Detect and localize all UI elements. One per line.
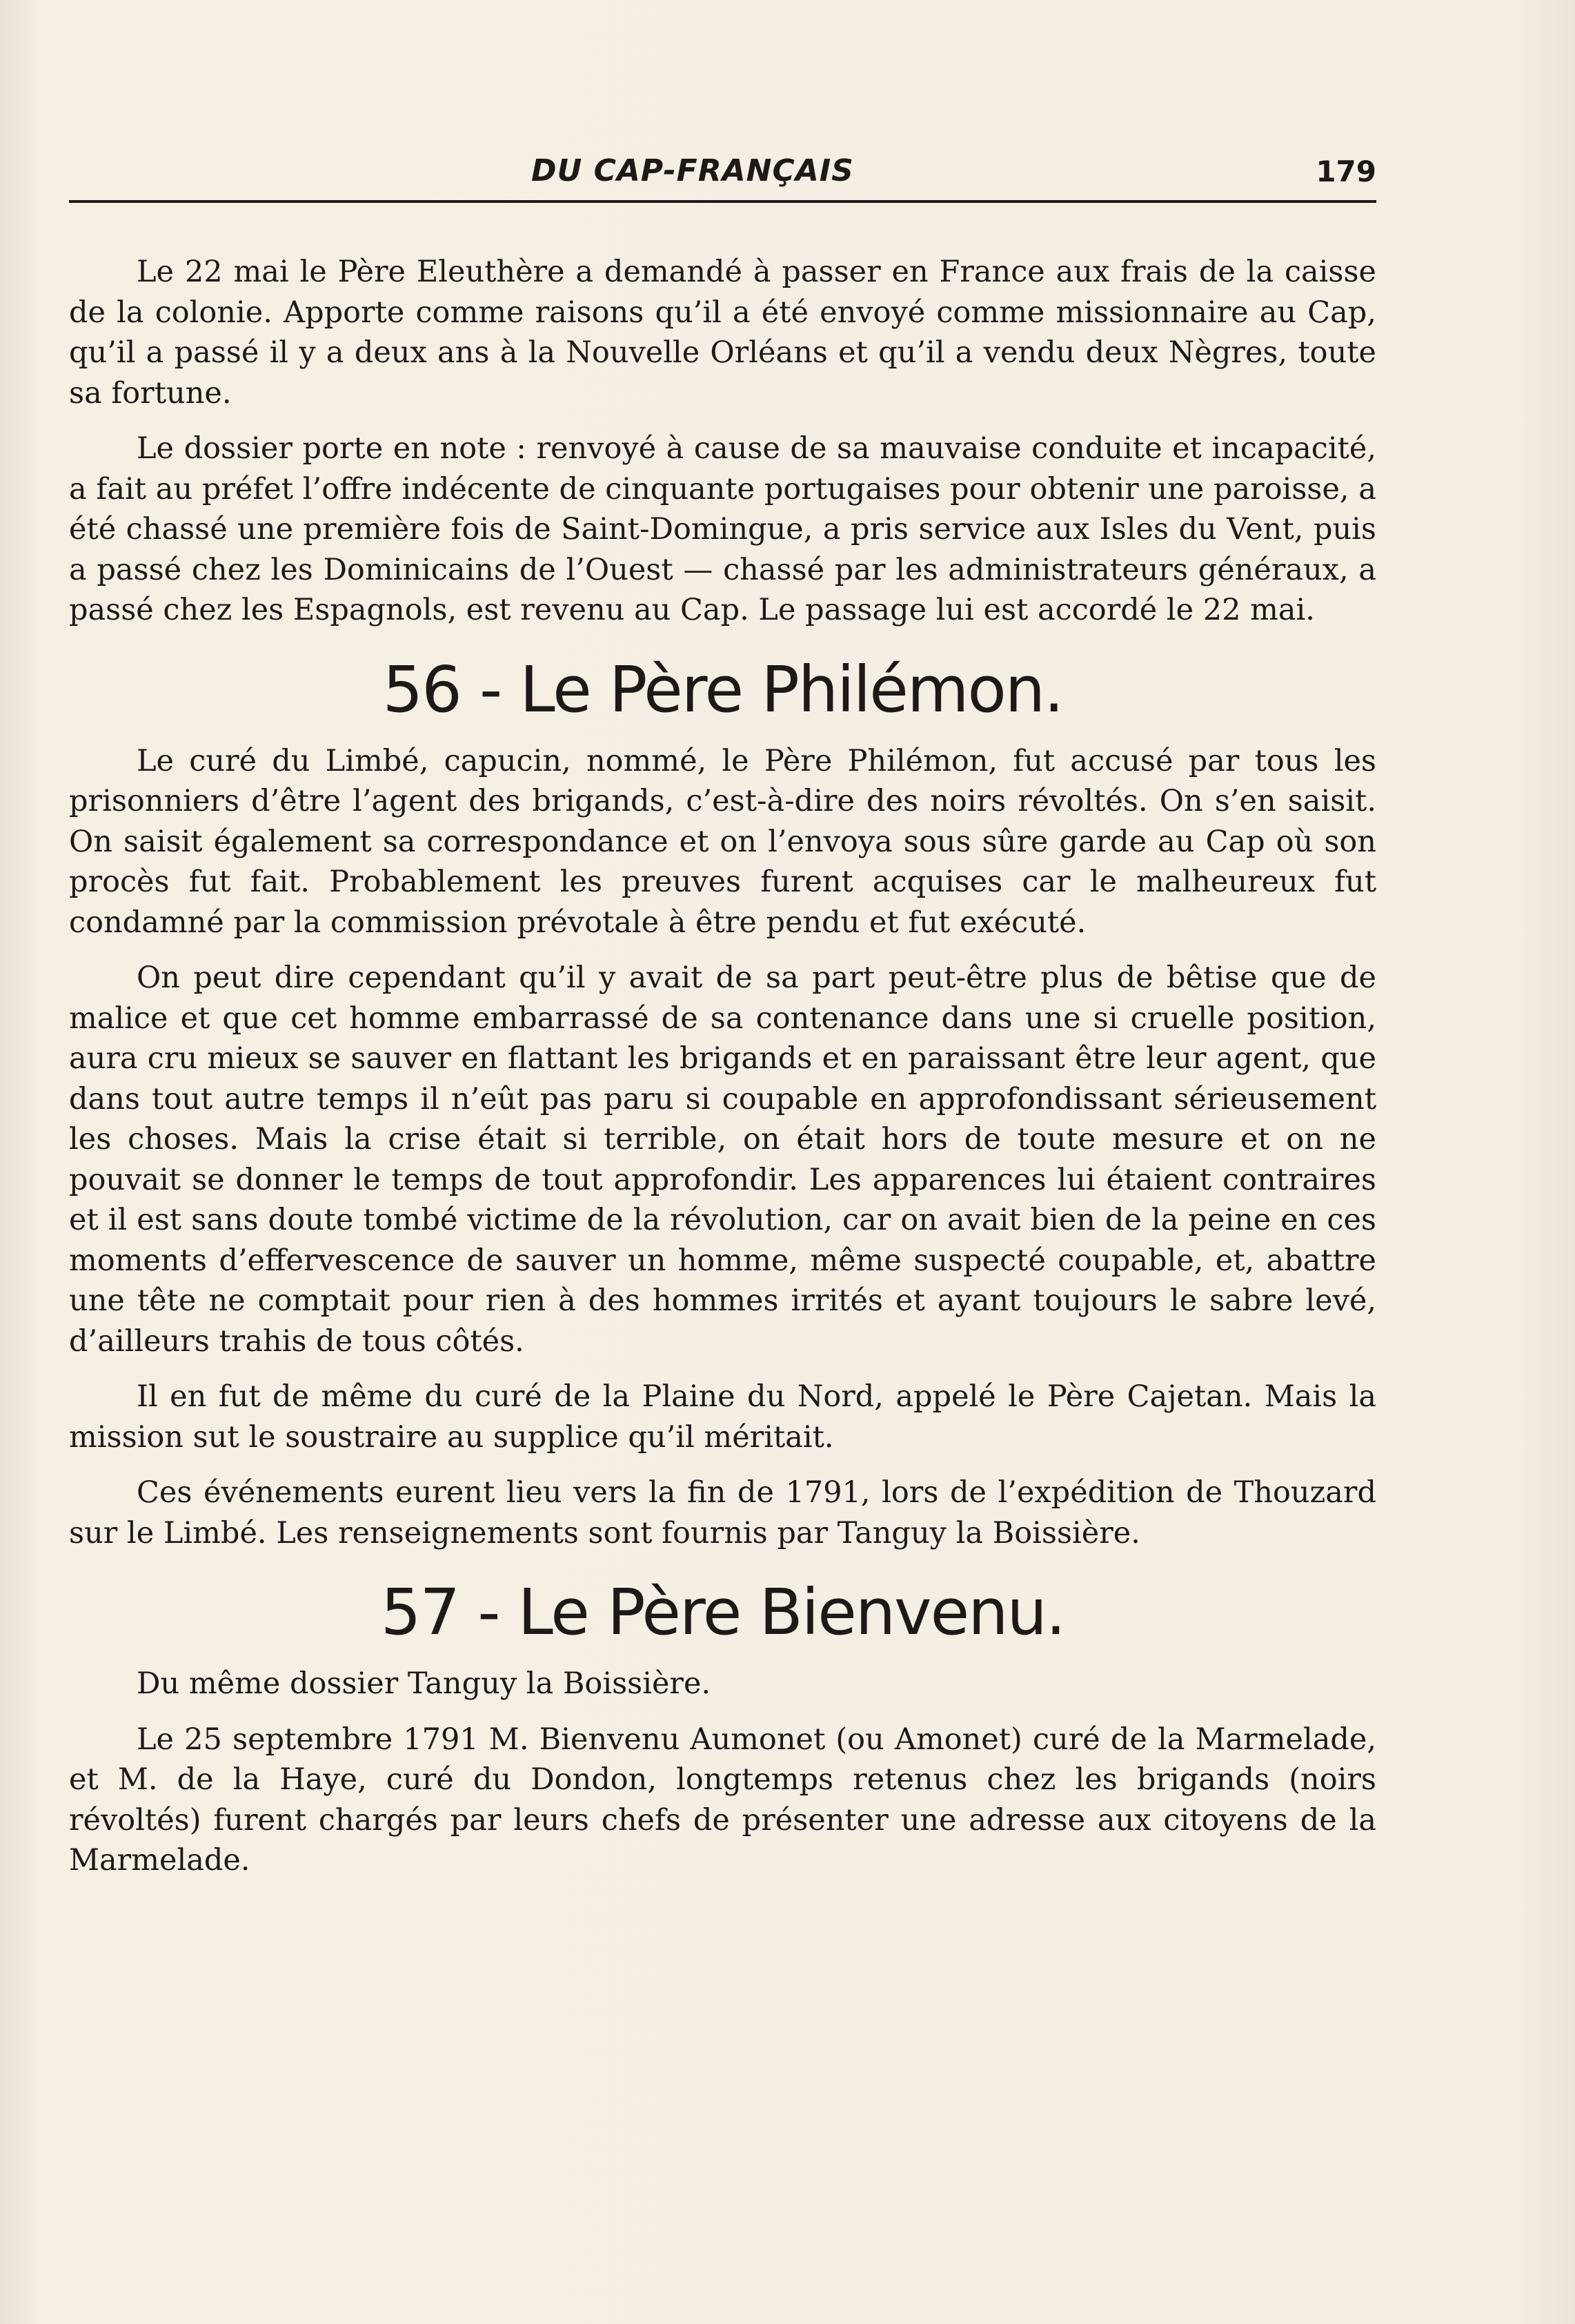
page-header	[69, 138, 1376, 203]
paragraph-philemon-accused: Le curé du Limbé, capucin, nommé, le Père Philémon, fut accusé par tous les prisonniers d’être l’agent des brigands, c’est-à-dire des noirs révoltés. On s’en saisit. On saisit également sa correspondance et on l’envoya sous sûre garde au Cap où son procès fut fait. Probablement les preuves furent acquises car le malheureux fut condamné par la commission prévotale à être pendu et fut exécuté.	[69, 743, 1376, 940]
paragraph-dossier-note: Le dossier porte en note : renvoyé à cause de sa mauvaise conduite et incapacité, a fait au préfet l’offre indécente de cinquante portugaises pour obtenir une paroisse, a été chassé une première fois de Saint-Domingue, a pris service aux Isles du Vent, puis a passé chez les Dominicains de l’Ouest — chassé par les administrateurs généraux, a passé chez les Espagnols, est revenu au Cap. Le passage lui est accordé le 22 mai.	[69, 431, 1376, 627]
paragraph-events-1791: Ces événements eurent lieu vers la fin de 1791, lors de l’expédition de Thouzard sur le Limbé. Les renseignements sont fournis par Tanguy la Boissière.	[69, 1475, 1376, 1550]
paragraph-cajetan: Il en fut de même du curé de la Plaine du Nord, appelé le Père Cajetan. Mais la mission sut le soustraire au supplice qu’il méritait.	[69, 1379, 1376, 1455]
paragraph-eleuthere-request: Le 22 mai le Père Eleuthère a demandé à passer en France aux frais de la caisse de la colonie. Apporte comme raisons qu’il a été envoyé comme missionnaire au Cap, qu’il a passé il y a deux ans à la Nouvelle Orléans et qu’il a vendu deux Nègres, toute sa fortune.	[69, 255, 1376, 411]
running-title: DU CAP-FRANÇAIS	[531, 153, 854, 188]
section-title-57: 57 - Le Père Bienvenu.	[380, 1575, 1065, 1649]
paragraph-philemon-analysis: On peut dire cependant qu’il y avait de sa part peut-être plus de bêtise que de malice et que cet homme embarrassé de sa contenance dans une si cruelle position, aura cru mieux se sauver en flattant les brigands et en paraissant être leur agent, que dans tout autre temps il n’eût pas paru si coupable en approfondissant sérieusement les choses. Mais la crise était si terrible, on était hors de toute mesure et on ne pouvait se donner le temps de tout approfondir. Les apparences lui étaient contraires et il est sans doute tombé victime de la révolution, car on avait bien de la peine en ces moments d’effervescence de sauver un homme, même suspecté coupable, et, abattre une tête ne comptait pour rien à des hommes irrités et ayant toujours le sabre levé, d’ailleurs trahis de tous côtés.	[69, 961, 1376, 1359]
section-title-56: 56 - Le Père Philémon.	[382, 652, 1063, 727]
paragraph-dossier-source: Du même dossier Tanguy la Boissière.	[137, 1666, 711, 1701]
paragraph-bienvenu: Le 25 septembre 1791 M. Bienvenu Aumonet (ou Amonet) curé de la Marmelade, et M. de la Haye, curé du Dondon, longtemps retenus chez les brigands (noirs révoltés) furent chargés par leurs chefs de présenter une adresse aux citoyens de la Marmelade.	[69, 1722, 1376, 1878]
page-body	[69, 252, 1376, 1896]
page-number: 179	[1316, 155, 1376, 188]
